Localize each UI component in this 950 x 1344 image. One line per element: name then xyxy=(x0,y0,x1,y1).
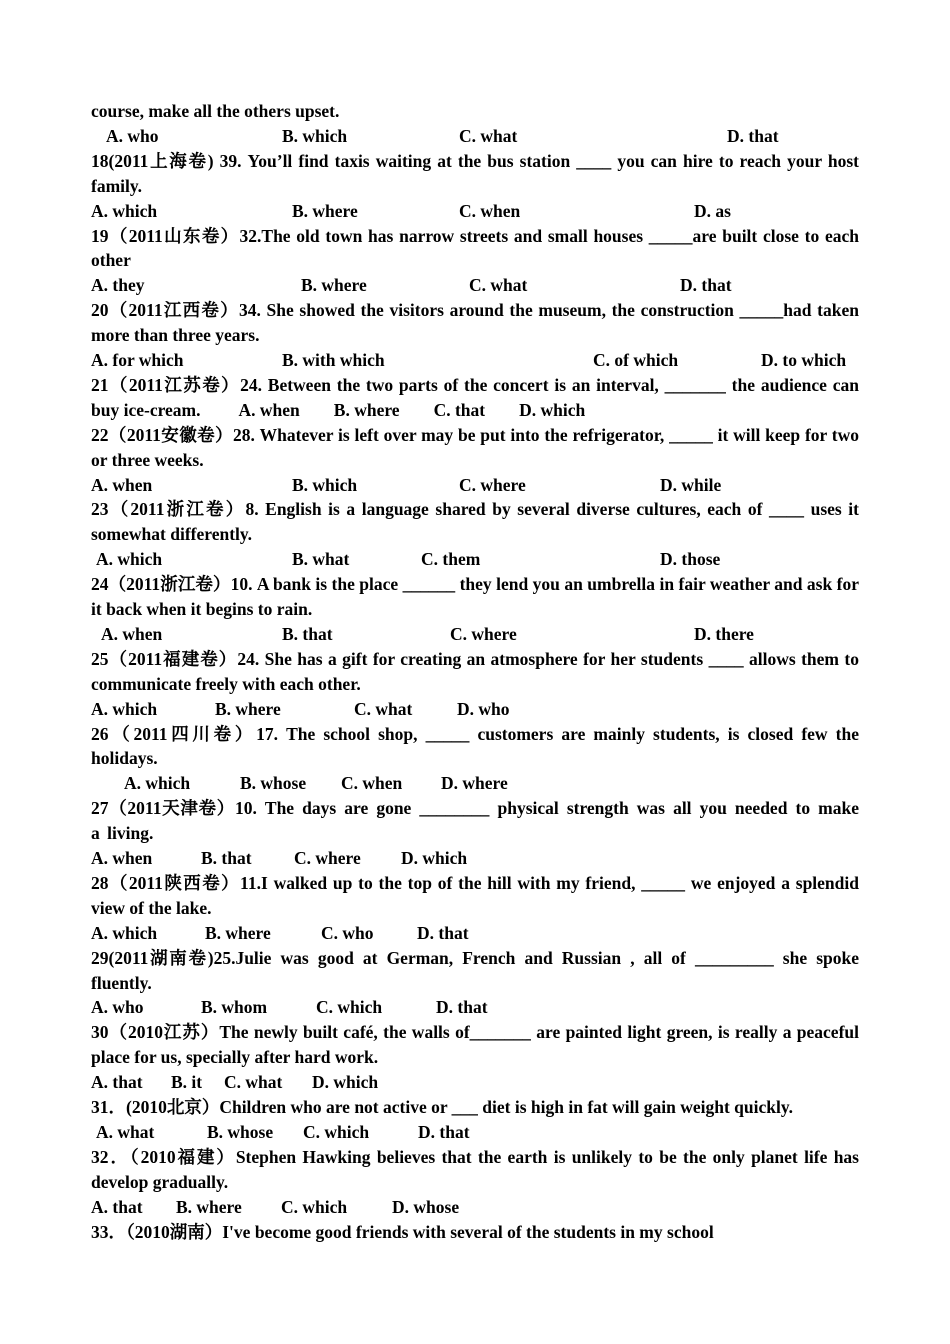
option-c: C. that xyxy=(433,399,486,420)
option-c: C. where xyxy=(450,623,517,644)
question-text: 27（2011天津卷）10. The days are gone ________ physical strength was all you needed to make a living. xyxy=(91,798,859,844)
question-text: 31．(2010北京）Children who are not active or ___ diet is high in fat will gain weight quickly. xyxy=(91,1097,793,1118)
option-row xyxy=(91,697,859,722)
option-b: B. whose xyxy=(207,1121,274,1142)
option-a: A. which xyxy=(91,200,158,221)
option-c: C. which xyxy=(316,997,383,1018)
option-c: C. who xyxy=(321,922,374,943)
option-c: C. what xyxy=(354,698,413,719)
option-d: D. that xyxy=(436,997,488,1018)
option-d: D. that xyxy=(680,275,732,296)
question-text: 30（2010江苏）The newly built café, the walls of_______ are painted light green, is really a peaceful place for us, specially after hard work. xyxy=(91,1022,859,1068)
option-row xyxy=(91,547,859,572)
option-row xyxy=(91,273,859,298)
option-row xyxy=(91,622,859,647)
question-text: 20（2011江西卷）34. She showed the visitors around the museum, the construction _____had taken more than three years. xyxy=(91,300,859,346)
option-c: C. which xyxy=(281,1196,348,1217)
option-d: D. that xyxy=(727,125,779,146)
option-c: C. what xyxy=(469,275,528,296)
option-b: B. where xyxy=(301,275,367,296)
option-c: C. which xyxy=(303,1121,370,1142)
option-row xyxy=(91,1120,859,1145)
option-d: D. while xyxy=(660,474,722,495)
option-c: C. where xyxy=(459,474,526,495)
option-b: B. where xyxy=(292,200,358,221)
option-row xyxy=(91,199,859,224)
question-text: 25（2011福建卷）24. She has a gift for creating an atmosphere for her students ____ allows them to communicate freely with each other. xyxy=(91,648,859,694)
option-c: C. them xyxy=(421,549,481,570)
question-text: 29(2011湖南卷)25.Julie was good at German, French and Russian , all of _________ she spoke fluently. xyxy=(91,947,859,993)
option-a: A. that xyxy=(91,1072,143,1093)
question-text: 33．（2010湖南）I've become good friends with several of the students in my school xyxy=(91,1221,714,1242)
option-d: D. that xyxy=(417,922,469,943)
option-row xyxy=(91,1195,859,1220)
option-b: B. that xyxy=(201,848,252,869)
option-a: A. who xyxy=(106,125,159,146)
option-row xyxy=(91,473,859,498)
option-c: C. where xyxy=(294,848,361,869)
option-d: D. that xyxy=(418,1121,470,1142)
option-a: A. which xyxy=(91,698,158,719)
option-d: D. which xyxy=(312,1072,379,1093)
question-text: 18(2011上海卷) 39. You’ll find taxis waiting at the bus station ____ you can hire to reach your host family. xyxy=(91,150,859,196)
option-a: A. when xyxy=(101,623,163,644)
question-text: course, make all the others upset. xyxy=(91,101,340,121)
option-row xyxy=(91,124,859,149)
option-b: B. where xyxy=(215,698,281,719)
option-b: B. which xyxy=(292,474,358,495)
option-d: D. who xyxy=(457,698,510,719)
option-a: A. which xyxy=(96,549,163,570)
option-d: D. as xyxy=(694,200,731,221)
option-c: C. when xyxy=(459,200,521,221)
option-d: D. where xyxy=(441,773,508,794)
option-a: A. for which xyxy=(91,350,184,371)
option-d: D. which xyxy=(401,848,468,869)
option-row xyxy=(91,348,859,373)
option-row xyxy=(91,1070,859,1095)
question-text: 19（2011山东卷）32.The old town has narrow streets and small houses _____are built close to each other xyxy=(91,225,859,271)
question-list xyxy=(91,99,859,1244)
option-c: C. of which xyxy=(593,350,679,371)
option-row xyxy=(91,921,859,946)
option-c: C. what xyxy=(459,125,518,146)
option-b: B. that xyxy=(282,623,333,644)
option-b: B. where xyxy=(333,399,400,420)
option-b: B. what xyxy=(292,549,350,570)
question-text: 24（2011浙江卷）10. A bank is the place ______ they lend you an umbrella in fair weather and ask for it back when it begins to rain. xyxy=(91,574,859,620)
question-text: 28（2011陕西卷）11.I walked up to the top of the hill with my friend, _____ we enjoyed a splendid view of the lake. xyxy=(91,872,859,918)
option-d: D. whose xyxy=(392,1196,460,1217)
option-row xyxy=(91,995,859,1020)
option-a: A. when xyxy=(91,848,153,869)
option-row xyxy=(91,846,859,871)
option-c: C. when xyxy=(341,773,403,794)
option-a: A. when xyxy=(91,474,153,495)
option-b: B. with which xyxy=(282,350,385,371)
option-d: D. which xyxy=(519,399,586,420)
option-d: D. to which xyxy=(761,350,847,371)
option-a: A. they xyxy=(91,275,145,296)
option-c: C. what xyxy=(224,1072,283,1093)
option-b: B. whom xyxy=(201,997,268,1018)
question-text: 32．（2010福建）Stephen Hawking believes that the earth is unlikely to be the only planet life has develop gradually. xyxy=(91,1146,859,1192)
option-d: D. there xyxy=(694,623,754,644)
option-a: A. that xyxy=(91,1196,143,1217)
inline-option-row xyxy=(201,400,586,420)
option-a: A. which xyxy=(124,773,191,794)
option-a: A. who xyxy=(91,997,144,1018)
option-b: B. which xyxy=(282,125,348,146)
option-a: A. which xyxy=(91,922,158,943)
question-text: 22（2011安徽卷）28. Whatever is left over may be put into the refrigerator, _____ it will keep for two or three weeks. xyxy=(91,424,859,470)
option-b: B. whose xyxy=(240,773,307,794)
option-a: A. what xyxy=(96,1121,155,1142)
option-b: B. where xyxy=(176,1196,242,1217)
question-stem: 21（2011江苏卷）24. Between the two parts of the concert is an interval, _______ the audience can buy ice-cream. xyxy=(91,374,859,420)
question-text xyxy=(91,373,859,423)
question-text: 26（2011四川卷）17. The school shop, _____ customers are mainly students, is closed few the holidays. xyxy=(91,723,859,769)
option-d: D. those xyxy=(660,549,721,570)
option-row xyxy=(91,771,859,796)
question-text: 23（2011浙江卷）8. English is a language shared by several diverse cultures, each of ____ uses it somewhat differently. xyxy=(91,499,859,545)
option-b: B. where xyxy=(205,922,271,943)
option-a: A. when xyxy=(238,399,300,420)
option-b: B. it xyxy=(171,1072,203,1093)
